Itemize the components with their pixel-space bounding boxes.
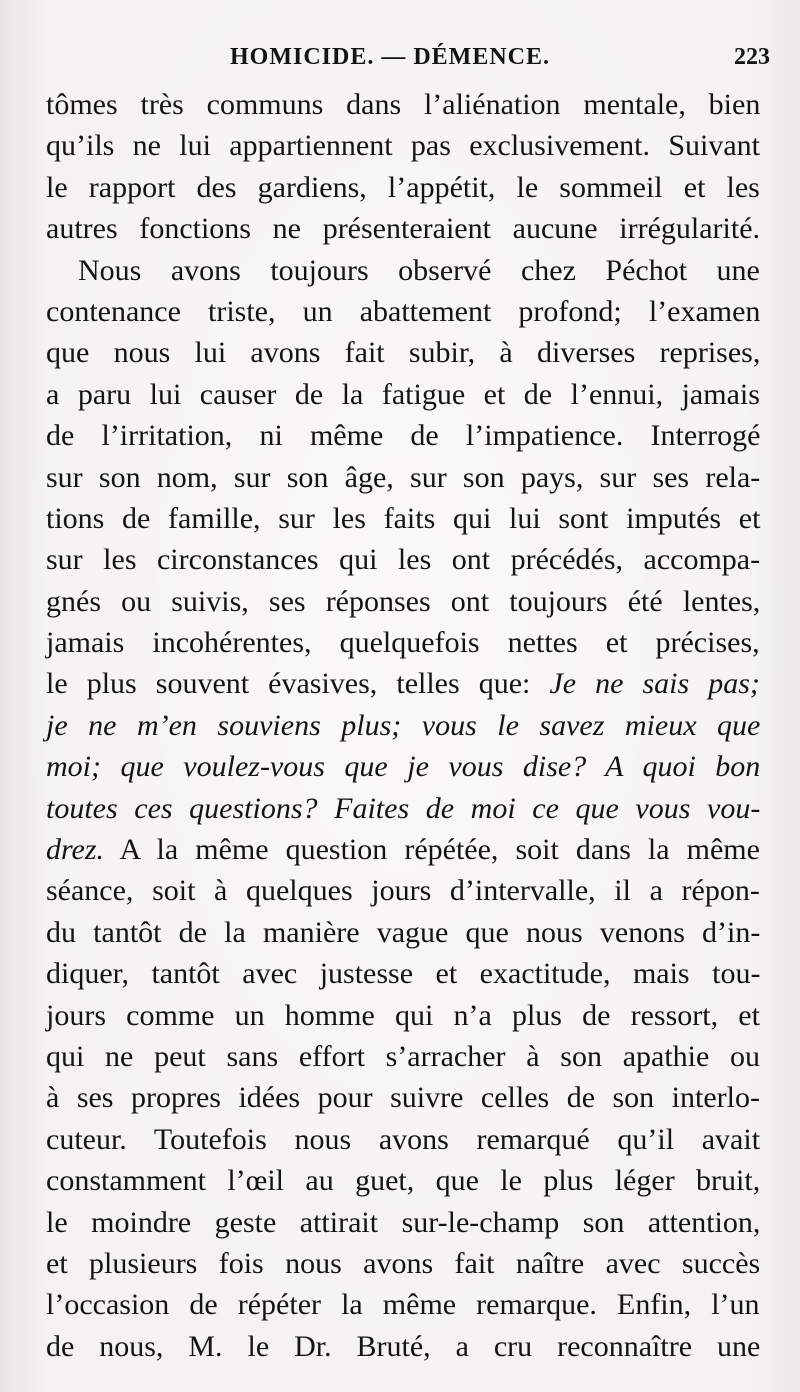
text-line: autres fonctions ne présenteraient aucune irrégularité.: [46, 212, 761, 246]
text-line: jamais incohérentes, quelquefois nettes et précises,: [46, 626, 760, 660]
text-line: contenance triste, un abattement profond; l’examen: [46, 294, 761, 328]
running-title: HOMICIDE. — DÉMENCE.: [230, 44, 551, 70]
page-number: 223: [734, 44, 770, 70]
text-line: sur son nom, sur son âge, sur son pays, sur ses rela-: [46, 460, 761, 494]
text-line: à ses propres idées pour suivre celles de son interlo-: [46, 1081, 760, 1115]
text-line: de l’irritation, ni même de l’impatience. Interrogé: [46, 419, 761, 453]
running-head: [230, 44, 770, 80]
text-line: sur les circonstances qui les ont précédés, accompa-: [46, 543, 761, 577]
text-line: du tantôt de la manière vague que nous venons d’in-: [46, 915, 761, 949]
text-line: cuteur. Toutefois nous avons remarqué qu’il avait: [46, 1122, 761, 1156]
text-line: tômes très communs dans l’aliénation mentale, bien: [46, 88, 761, 121]
text-line: et plusieurs fois nous avons fait naître avec succès: [46, 1246, 761, 1280]
text-line: Nous avons toujours observé chez Péchot une: [78, 253, 760, 287]
text-line: le plus souvent évasives, telles que: Je ne sais pas;: [46, 667, 760, 701]
text-line: le moindre geste attirait sur-le-champ son attention,: [46, 1205, 761, 1239]
text-line: qui ne peut sans effort s’arracher à son apathie ou: [46, 1039, 761, 1073]
text-line: de nous, M. le Dr. Bruté, a cru reconnaître une: [46, 1329, 761, 1363]
text-line: drez. A la même question répétée, soit dans la même: [46, 833, 760, 867]
text-line-italic: je ne m’en souviens plus; vous le savez mieux que: [46, 708, 761, 742]
text-line: diquer, tantôt avec justesse et exactitude, mais tou-: [46, 957, 761, 991]
body-text: [46, 84, 760, 1367]
text-line: constamment l’œil au guet, que le plus léger bruit,: [46, 1164, 761, 1198]
text-line: séance, soit à quelques jours d’intervalle, il a répon-: [46, 874, 760, 908]
text-line: qu’ils ne lui appartiennent pas exclusivement. Suivant: [46, 129, 760, 163]
text-line: l’occasion de répéter la même remarque. Enfin, l’un: [46, 1288, 760, 1322]
text-line: le rapport des gardiens, l’appétit, le sommeil et les: [46, 170, 760, 204]
text-line: tions de famille, sur les faits qui lui sont imputés et: [46, 501, 761, 535]
text-line: que nous lui avons fait subir, à diverses reprises,: [46, 336, 761, 370]
text-line: a paru lui causer de la fatigue et de l’ennui, jamais: [46, 377, 760, 411]
text-line-italic: toutes ces questions? Faites de moi ce que vous vou-: [46, 791, 761, 825]
text-line-italic: moi; que voulez-vous que je vous dise? A quoi bon: [46, 750, 761, 784]
text-line: gnés ou suivis, ses réponses ont toujours été lentes,: [46, 584, 761, 618]
text-line: jours comme un homme qui n’a plus de ressort, et: [46, 998, 760, 1032]
